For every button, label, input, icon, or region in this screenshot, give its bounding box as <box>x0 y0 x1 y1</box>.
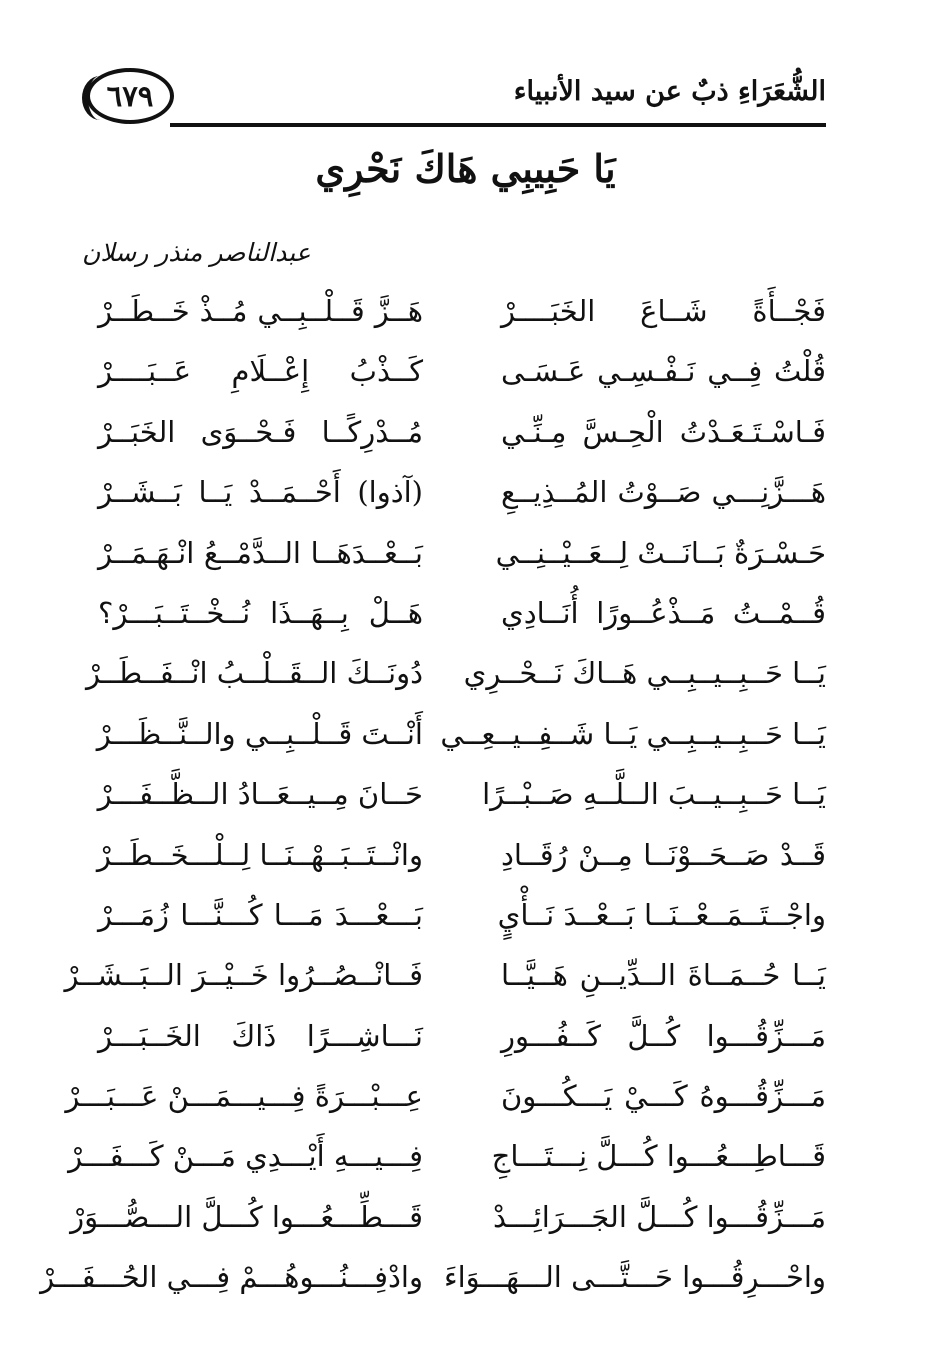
verse-row <box>65 1070 826 1130</box>
verse-second-hemistich: كَــذْبُ إِعْــلَامِ عَــبَــــرْ <box>98 354 423 389</box>
verse-row <box>86 587 826 647</box>
verse-list <box>40 285 826 1312</box>
verse-second-hemistich: فَــانْــصُــرُوا خَــيْــرَ الــبَــشَــرْ <box>64 958 423 993</box>
verse-row <box>86 889 826 949</box>
verse-row <box>86 647 826 707</box>
verse-row <box>86 345 826 405</box>
verse-first-hemistich: مَـــزِّقُـــوهُ كَـــيْ يَـــكُـــونَ <box>501 1079 826 1114</box>
verse-first-hemistich: يَــا حَــبِــيــبَ الــلَّــهِ صَــبْــرًا <box>482 777 826 812</box>
verse-first-hemistich: حَـسْـرَةٌ بَــانَــتْ لِــعَــيْــنِــي <box>495 535 826 570</box>
verse-second-hemistich: هَــزَّ قَــلْــبِــي مُــذْ خَــطَــرْ <box>98 294 423 328</box>
book-title: الشُّعَرَاءِ ذبٌ عن سيد الأنبياء <box>513 76 826 107</box>
verse-first-hemistich: واجْــتَــمَــعْــنَــا بَــعْــدَ نَــأْيٍ <box>497 897 826 932</box>
verse-row <box>86 285 826 345</box>
verse-row <box>70 1191 826 1251</box>
verse-row <box>86 527 826 587</box>
verse-first-hemistich: مَـــزِّقُـــوا كُـــلَّ الجَـــرَائِـــدْ <box>492 1199 826 1234</box>
verse-second-hemistich: حَــانَ مِــيــعَــادُ الــظَّــفَـــرْ <box>97 777 423 812</box>
verse-second-hemistich: نَـــاشِـــرًا ذَاكَ الخَــبَـــرْ <box>98 1018 423 1053</box>
verse-row <box>86 829 826 889</box>
verse-first-hemistich: قُــمْــتُ مَــذْعُــورًا أُنَــادِي <box>501 595 826 630</box>
verse-first-hemistich: مَـــزِّقُـــوا كُــلَّ كَــفُـــورِ <box>501 1018 826 1053</box>
verse-first-hemistich: فَجْــأَةً شَــاعَ الخَبَــــرْ <box>501 294 826 328</box>
verse-second-hemistich: بَـــعْـــدَ مَـــا كُـــنَّـــا زُمَـــرْ <box>98 897 423 932</box>
poem-author: عبدالناصر منذر رسلان <box>82 238 311 267</box>
verse-first-hemistich: يَــا حَــبِــيــبِــي يَــا شَــفِــيــعِــي <box>440 716 826 751</box>
verse-row <box>86 708 826 768</box>
verse-row <box>68 1130 826 1190</box>
verse-second-hemistich: هَــلْ بِــهَــذَا نُــخْــتَــبَـــرْ؟ <box>98 595 423 630</box>
verse-row <box>64 949 826 1009</box>
verse-first-hemistich: واحْـــرِقُـــوا حَـــتَّـــى الـــهَـــوَاءَ <box>443 1260 826 1295</box>
verse-first-hemistich: يَــا حُــمَــاةَ الــدِّيــنِ هَــيَّــا <box>501 958 826 993</box>
verse-second-hemistich: فِـــيـــهِ أَيْـــدِي مَـــنْ كَـــفَـــرْ <box>68 1139 423 1174</box>
verse-second-hemistich: وانْــتَــبَــهْــنَــا لِــلْـــخَــطَــرْ <box>96 837 423 872</box>
header-rule <box>170 123 826 127</box>
verse-second-hemistich: أَنْــتَ قَــلْــبِــي والــنَّــظَـــرْ <box>96 716 423 751</box>
verse-row <box>86 1010 826 1070</box>
verse-first-hemistich: قَــدْ صَــحَــوْنَــا مِــنْ رُقَــادِ <box>501 837 826 872</box>
verse-second-hemistich: وادْفِـــنُـــوهُـــمْ فِـــي الحُـــفَـــرْ <box>40 1260 423 1295</box>
verse-row <box>86 406 826 466</box>
verse-second-hemistich: دُونَــكَ الــقَــلْــبُ انْــفَــطَــرْ <box>85 656 423 691</box>
verse-first-hemistich: يَــا حَــبِــيــبِــي هَــاكَ نَــحْــرِي <box>463 656 826 691</box>
verse-second-hemistich: (آذوا) أَحْــمَــدْ يَــا بَــشَــرْ <box>98 475 423 510</box>
verse-row <box>86 466 826 526</box>
verse-first-hemistich: قَـــاطِـــعُـــوا كُـــلَّ نِـــتَـــاجِ <box>491 1139 826 1174</box>
verse-first-hemistich: قُلْتُ فِــي نَـفْـسِـي عَـسَـى <box>501 354 826 389</box>
verse-second-hemistich: مُــدْرِكًــا فَـحْــوَى الخَبَــرْ <box>98 414 423 449</box>
poem-title: يَا حَبِيبِي هَاكَ نَحْرِي <box>315 146 616 191</box>
verse-second-hemistich: بَــعْــدَهَــا الــدَّمْــعُ انْـهَـمَــرْ <box>98 535 423 570</box>
page-number: ٦٧٩ <box>86 68 174 124</box>
verse-row <box>86 768 826 828</box>
verse-row <box>40 1251 826 1311</box>
page-header <box>86 56 826 132</box>
verse-second-hemistich: قَـــطِّـــعُـــوا كُـــلَّ الـــصُّـــوَرْ <box>70 1199 423 1234</box>
verse-second-hemistich: عِـــبْـــرَةً فِـــيـــمَـــنْ عَـــبَـــرْ <box>65 1079 423 1114</box>
verse-first-hemistich: فَـاسْـتَـعَـدْتُ الْحِـسَّ مِـنِّـي <box>501 414 826 449</box>
verse-first-hemistich: هَـــزَّنِـــي صَــوْتُ المُــذِيــعِ <box>501 475 826 510</box>
